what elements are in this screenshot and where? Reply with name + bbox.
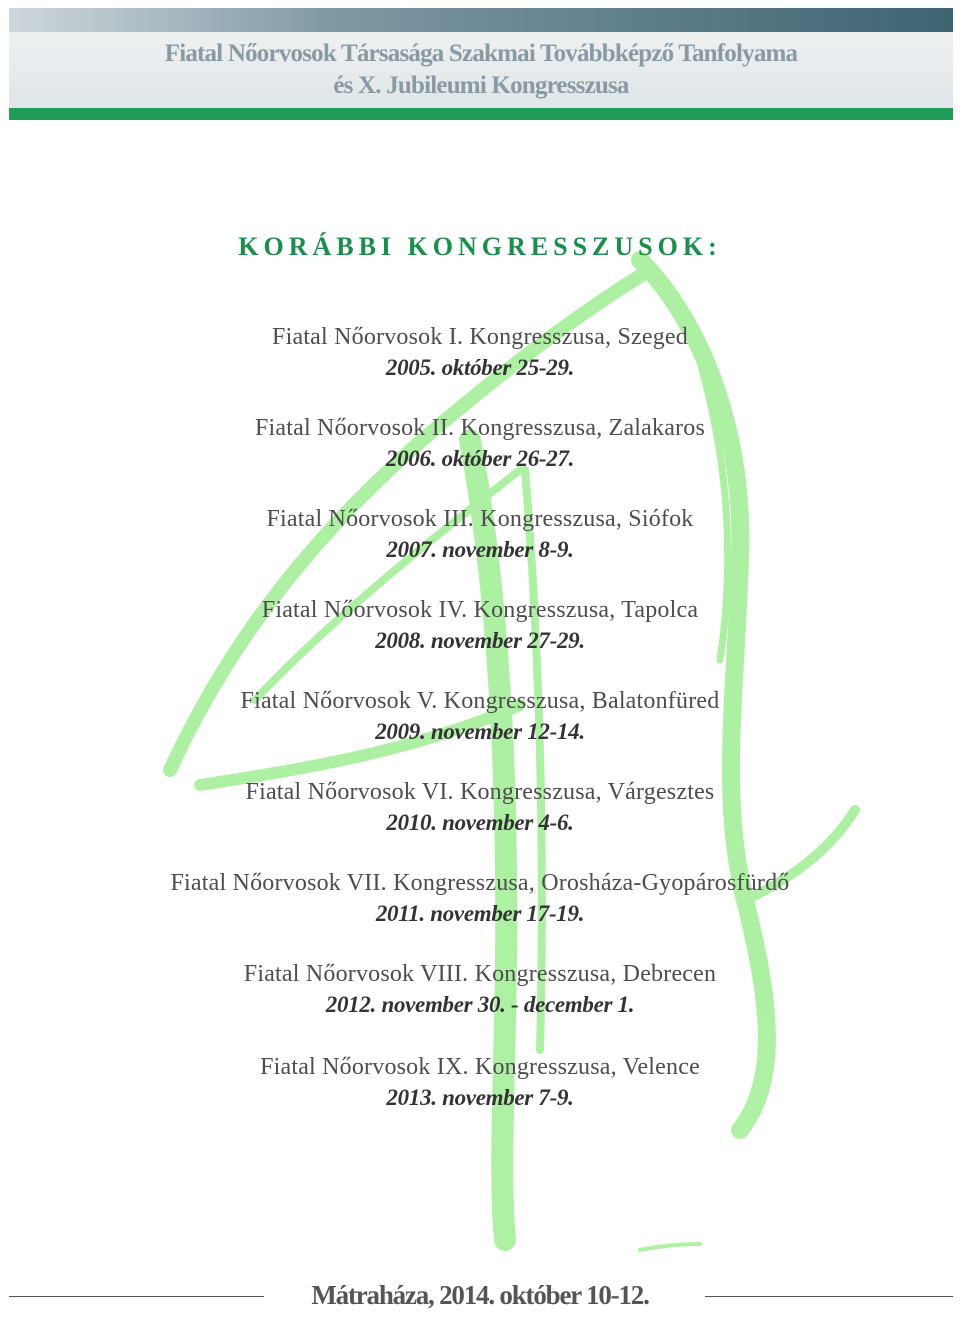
congress-date: 2013. november 7-9. [386,1085,574,1110]
congress-item [0,959,960,1020]
congress-date: 2005. október 25-29. [385,355,575,380]
section-title: KORÁBBI KONGRESSZUSOK: [238,232,722,261]
footer-divider-right [705,1296,953,1297]
congress-date: 2012. november 30. - december 1. [325,992,635,1017]
congress-name: Fiatal Nőorvosok V. Kongresszusa, Balatonfüred [240,688,720,714]
congress-item [0,413,960,474]
congress-name: Fiatal Nőorvosok VI. Kongresszusa, Várgesztes [245,779,715,805]
congress-item [0,1052,960,1113]
congress-item [0,595,960,656]
congress-date: 2011. november 17-19. [375,901,585,926]
congress-item [0,686,960,747]
congress-name: Fiatal Nőorvosok II. Kongresszusa, Zalakaros [254,415,706,441]
header-title-line2: és X. Jubileumi Kongresszusa [333,72,629,99]
congress-name: Fiatal Nőorvosok IX. Kongresszusa, Velence [260,1054,700,1080]
congress-name: Fiatal Nőorvosok VIII. Kongresszusa, Debrecen [243,961,717,987]
header-title-line1: Fiatal Nőorvosok Társasága Szakmai Továbbképző Tanfolyama [164,40,798,67]
congress-name: Fiatal Nőorvosok VII. Kongresszusa, Orosháza-Gyopárosfürdő [170,870,790,896]
congress-date: 2010. november 4-6. [386,810,574,835]
congress-name: Fiatal Nőorvosok III. Kongresszusa, Siófok [266,506,694,532]
congress-date: 2006. október 26-27. [385,446,575,471]
congress-name: Fiatal Nőorvosok IV. Kongresszusa, Tapolca [261,597,699,623]
congress-name: Fiatal Nőorvosok I. Kongresszusa, Szeged [272,324,688,350]
congress-item [0,504,960,565]
congress-item [0,868,960,929]
congress-item [0,777,960,838]
congress-date: 2008. november 27-29. [375,628,585,653]
congress-date: 2009. november 12-14. [375,719,585,744]
footer-location-date: Mátraháza, 2014. október 10-12. [311,1280,649,1310]
congress-date: 2007. november 8-9. [386,537,574,562]
congress-item [0,322,960,383]
